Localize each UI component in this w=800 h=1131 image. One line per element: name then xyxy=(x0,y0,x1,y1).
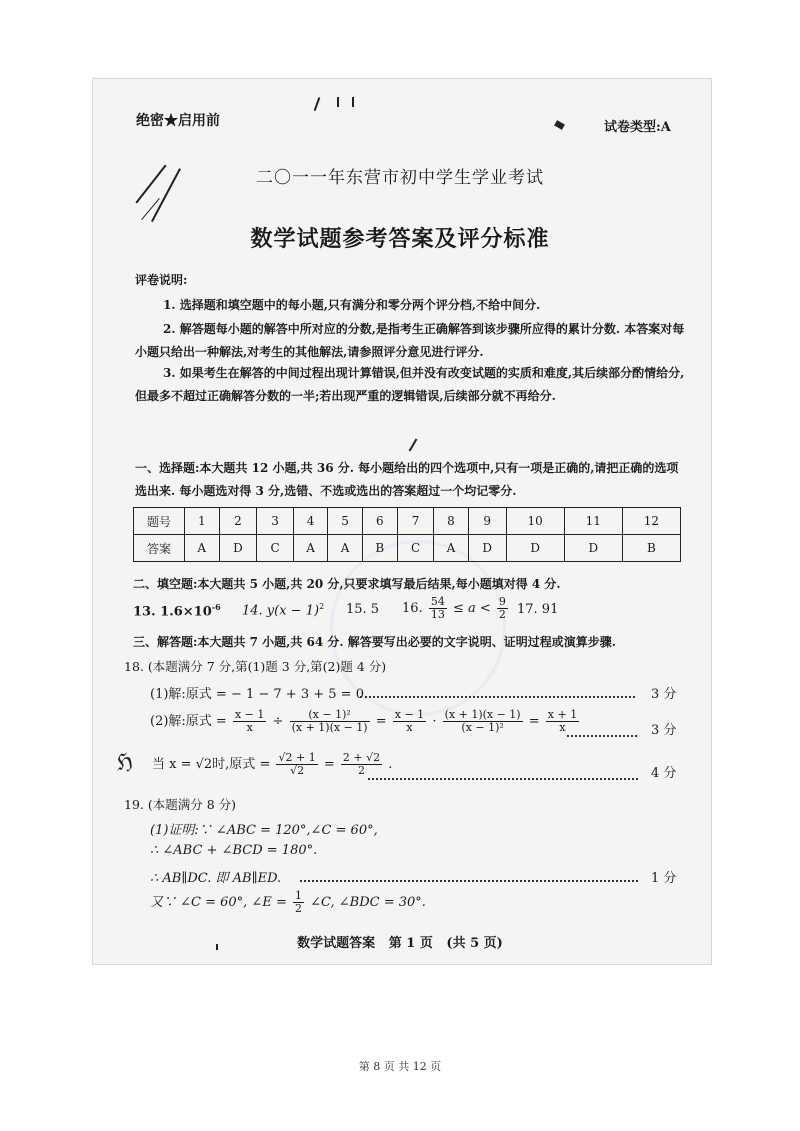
question-number: 10 xyxy=(506,508,564,535)
q19-line-1: (1)证明:∵ ∠ABC = 120°,∠C = 60°, xyxy=(150,823,378,838)
fraction-denominator: (x − 1)² xyxy=(461,721,504,734)
handwritten-mark: ℌ xyxy=(113,748,136,777)
question-19-header: 19. (本题满分 8 分) xyxy=(124,797,237,812)
fraction xyxy=(443,709,523,734)
instruction-item-2: 2. 解答题每小题的解答中所对应的分数,是指考生正确解答到该步骤所应得的累计分数. 本答案对每小题只给出一种解法,对考生的其他解法,请参照评分意见进行评分. xyxy=(135,322,685,359)
section-1-heading: 一、选择题:本大题共 12 小题,共 36 分. 每小题给出的四个选项中,只有一项是正确的,请把正确的选项选出来. 每小题选对得 3 分,选错、不选或选出的答案超过一个均记零分. xyxy=(135,461,679,498)
instruction-item-1: 1. 选择题和填空题中的每小题,只有满分和零分两个评分档,不给中间分. xyxy=(163,298,541,312)
fraction xyxy=(276,752,317,777)
question-number: 2 xyxy=(219,508,257,535)
document-page-number: 第 8 页 共 12 页 xyxy=(358,1060,442,1073)
pen-stroke xyxy=(337,97,339,107)
answer-14-base: 14. y(x − 1) xyxy=(242,603,320,619)
answer-cell: A xyxy=(434,535,469,562)
q19-line-3-leader xyxy=(300,870,638,889)
answer-cell: D xyxy=(564,535,622,562)
question-number: 7 xyxy=(397,508,433,535)
q19-line-3: ∴ AB∥DC. 即 AB∥ED. xyxy=(150,871,282,886)
answer-16-upper-fraction xyxy=(497,596,508,621)
q18-part2 xyxy=(150,709,581,734)
answer-cell: D xyxy=(468,535,506,562)
answer-cell: B xyxy=(362,535,397,562)
q18-part2-final-leader xyxy=(368,768,638,787)
divide-sign: ÷ xyxy=(272,714,284,729)
confidential-label: 绝密★启用前 xyxy=(136,113,220,129)
answer-cell: A xyxy=(185,535,220,562)
pen-stroke xyxy=(352,97,354,107)
q19-line-4-start: 又∵ ∠C = 60°, ∠E = xyxy=(150,895,287,910)
fraction-numerator: x − 1 xyxy=(234,708,265,721)
q18-part2-score: 3 分 xyxy=(651,723,677,738)
answer-13 xyxy=(133,602,221,619)
question-number: 6 xyxy=(362,508,397,535)
answer-16-inequality: ≤ a < xyxy=(452,601,491,616)
fraction-denominator: (x + 1)(x − 1) xyxy=(291,721,368,734)
answer-17: 17. 91 xyxy=(517,602,559,617)
q18-part2-substitution xyxy=(152,752,392,777)
fraction-numerator: x − 1 xyxy=(394,708,425,721)
equals-sign: = xyxy=(375,714,387,729)
q19-line-2: ∴ ∠ABC + ∠BCD = 180°. xyxy=(150,843,318,858)
section-2-heading: 二、填空题:本大题共 5 小题,共 20 分,只要求填写最后结果,每小题填对得 4 分. xyxy=(133,577,561,591)
instructions-heading: 评卷说明: xyxy=(135,273,188,287)
section-3-heading: 三、解答题:本大题共 7 小题,共 64 分. 解答要写出必要的文字说明、证明过程或演算步骤. xyxy=(133,635,616,649)
question-number: 11 xyxy=(564,508,622,535)
question-number: 1 xyxy=(185,508,220,535)
answer-table xyxy=(133,507,681,562)
question-number: 3 xyxy=(257,508,293,535)
fraction-numerator: √2 + 1 xyxy=(278,751,316,764)
q18-part2-label: (2)解:原式 = xyxy=(150,714,227,729)
answer-15: 15. 5 xyxy=(346,602,380,617)
fraction-denominator: 2 xyxy=(358,764,365,777)
document-title: 数学试题参考答案及评分标准 xyxy=(250,226,550,252)
answer-cell: B xyxy=(622,535,680,562)
fraction-numerator: 2 + √2 xyxy=(342,751,381,764)
question-number: 12 xyxy=(622,508,680,535)
fraction-numerator: (x + 1)(x − 1) xyxy=(444,708,521,721)
page-footer: 数学试题答案 第 1 页 (共 5 页) xyxy=(297,936,503,951)
q18-part1: (1)解:原式 = − 1 − 7 + 3 + 5 = 0. xyxy=(150,687,369,702)
answer-cell: D xyxy=(506,535,564,562)
fraction xyxy=(393,709,426,734)
answer-16-lower-fraction xyxy=(429,596,447,621)
answer-16 xyxy=(402,596,510,621)
fraction-denominator: 2 xyxy=(498,608,506,621)
q18-part2-final-score: 4 分 xyxy=(651,766,677,781)
q19-line-3-score: 1 分 xyxy=(651,871,677,886)
answer-cell: D xyxy=(219,535,257,562)
fraction-numerator: (x − 1)² xyxy=(290,709,370,722)
question-number-row xyxy=(134,508,681,535)
answer-row xyxy=(134,535,681,562)
fraction xyxy=(290,709,370,734)
dot-sign: · xyxy=(432,714,437,729)
q18-part1-score: 3 分 xyxy=(651,687,677,702)
fraction xyxy=(233,709,266,734)
answer-13-base: 13. 1.6×10 xyxy=(133,604,212,620)
paper-type-label: 试卷类型:A xyxy=(604,120,671,135)
q19-line-4 xyxy=(150,890,426,915)
instruction-item-3: 3. 如果考生在解答的中间过程出现计算错误,但并没有改变试题的实质和难度,其后续部分酌情给分,但最多不超过正确解答分数的一半;若出现严重的逻辑错误,后续部分就不再给分. xyxy=(135,366,685,403)
q18-part1-leader xyxy=(360,686,635,705)
question-number: 5 xyxy=(328,508,363,535)
q18-part2-leader xyxy=(567,725,637,744)
fraction-numerator: 54 xyxy=(430,595,445,608)
fraction-denominator: x xyxy=(406,721,413,734)
answer-cell: A xyxy=(293,535,328,562)
fraction xyxy=(293,890,304,915)
fraction-numerator: 1 xyxy=(294,889,302,902)
answer-cell: C xyxy=(257,535,293,562)
fraction-denominator: x xyxy=(559,721,566,734)
question-number: 8 xyxy=(434,508,469,535)
equals-sign: = xyxy=(528,714,540,729)
exam-title: 二〇一一年东营市初中学生学业考试 xyxy=(256,168,544,188)
answer-16-label: 16. xyxy=(402,601,423,616)
fraction-numerator: x + 1 xyxy=(547,708,578,721)
fraction-denominator: 2 xyxy=(294,902,302,915)
row-label-answer: 答案 xyxy=(134,535,185,562)
fraction-denominator: 13 xyxy=(430,608,445,621)
fraction-denominator: x xyxy=(246,721,253,734)
q18-substitution-label: 当 x = √2时,原式 = xyxy=(152,757,271,772)
answer-14 xyxy=(242,602,324,618)
answer-cell: C xyxy=(397,535,433,562)
question-18-header: 18. (本题满分 7 分,第(1)题 3 分,第(2)题 4 分) xyxy=(124,659,387,674)
answer-14-exponent: 2 xyxy=(319,602,325,611)
question-number: 4 xyxy=(293,508,328,535)
fraction-numerator: 9 xyxy=(498,595,506,608)
question-number: 9 xyxy=(468,508,506,535)
answer-cell: A xyxy=(328,535,363,562)
fraction-denominator: √2 xyxy=(290,764,305,777)
q19-line-4-end: ∠C, ∠BDC = 30°. xyxy=(310,895,426,910)
answer-13-exponent: -6 xyxy=(211,602,221,612)
row-label-question: 题号 xyxy=(134,508,185,535)
period: . xyxy=(388,757,393,772)
equals-sign: = xyxy=(323,757,335,772)
